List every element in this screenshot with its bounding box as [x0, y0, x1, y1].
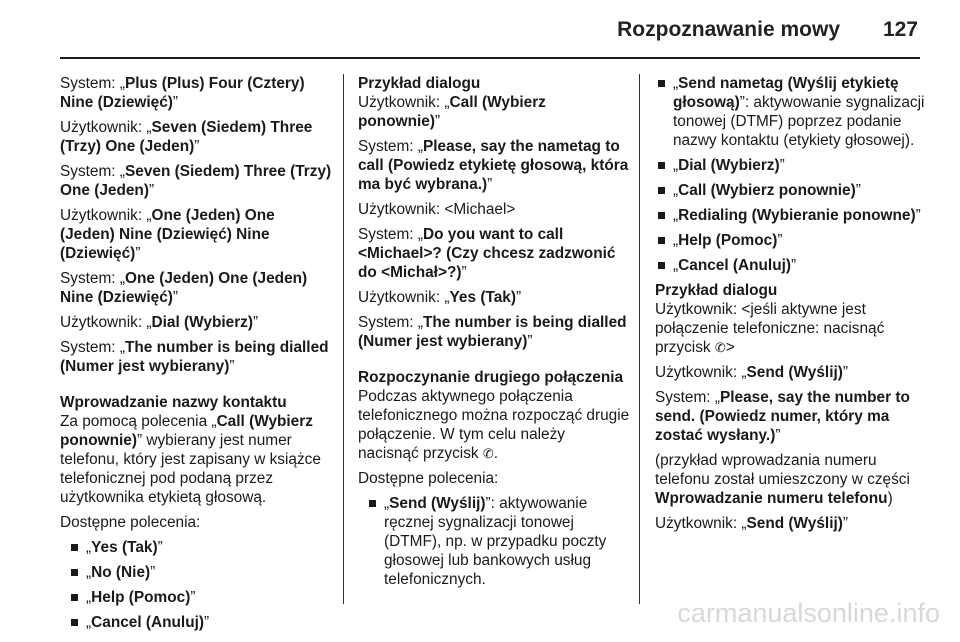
- column-2: [358, 74, 630, 595]
- note-paragraph: (przykład wprowadzania numeru telefonu został umieszczony w części Wprowadzanie numeru telefonu): [655, 452, 910, 507]
- dialogue-line: Użytkownik: <Michael>: [358, 201, 516, 218]
- list-item: „Help (Pomoc)”: [68, 588, 332, 607]
- list-item: „No (Nie)”: [68, 563, 332, 582]
- column-1: [60, 74, 332, 638]
- dialogue-line: System: „The number is being dialled (Numer jest wybierany)”: [60, 339, 329, 375]
- section-paragraph: Podczas aktywnego połączenia telefonicznego można rozpocząć drugie połączenie. W tym celu należy nacisnąć przycisk ✆.: [358, 388, 630, 462]
- phone-icon: ✆: [714, 340, 726, 355]
- column-divider-2: [639, 74, 640, 604]
- commands-label: Dostępne polecenia:: [358, 470, 499, 487]
- list-item: „Call (Wybierz ponownie)”: [655, 181, 930, 200]
- dialogue-line: Użytkownik: „Send (Wyślij)”: [655, 364, 849, 381]
- list-item: „Help (Pomoc)”: [655, 231, 930, 250]
- command-list: [358, 494, 630, 589]
- dialogue-line: Użytkownik: „Call (Wybierz ponownie)”: [358, 94, 546, 130]
- dialogue-line: System: „One (Jeden) One (Jeden) Nine (Dziewięć)”: [60, 270, 308, 306]
- dialogue-line: Użytkownik: „Yes (Tak)”: [358, 289, 522, 306]
- watermark: carmanualsonline.info: [677, 598, 940, 628]
- list-item: „Dial (Wybierz)”: [655, 156, 930, 175]
- list-item: „Redialing (Wybieranie ponowne)”: [655, 206, 930, 225]
- section-heading: Wprowadzanie nazwy kontaktu: [60, 394, 287, 411]
- list-item: „Send nametag (Wyślij etykietę głosową)”: aktywowanie sygnalizacji tonowej (DTMF) poprzez podanie nazwy kontaktu (etykiety głosowej).: [655, 74, 930, 150]
- dialogue-line: Użytkownik: „Send (Wyślij)”: [655, 515, 849, 532]
- column-divider-1: [343, 74, 344, 604]
- dialogue-line: System: „Plus (Plus) Four (Cztery) Nine (Dziewięć)”: [60, 75, 305, 111]
- command-list: [655, 74, 930, 275]
- dialogue-line: Użytkownik: „Seven (Siedem) Three (Trzy) One (Jeden)”: [60, 119, 313, 155]
- column-3: [655, 74, 930, 539]
- dialogue-line: System: „Seven (Siedem) Three (Trzy) One (Jeden)”: [60, 163, 332, 199]
- commands-label: Dostępne polecenia:: [60, 514, 201, 531]
- phone-icon: ✆: [482, 446, 494, 461]
- dialogue-line: System: „Please, say the number to send. (Powiedz numer, który ma zostać wysłany.)”: [655, 389, 910, 444]
- dialogue-line: Użytkownik: „One (Jeden) One (Jeden) Nine (Dziewięć) Nine (Dziewięć)”: [60, 207, 275, 262]
- list-item: „Yes (Tak)”: [68, 538, 332, 557]
- page-number: 127: [882, 18, 918, 41]
- dialogue-line: Użytkownik: <jeśli aktywne jest połączenie telefoniczne: nacisnąć przycisk ✆>: [655, 301, 885, 356]
- dialogue-line: Użytkownik: „Dial (Wybierz)”: [60, 314, 259, 331]
- header-divider: [60, 57, 920, 59]
- dialogue-line: System: „Do you want to call <Michael>? (Czy chcesz zadzwonić do <Michał>?)”: [358, 226, 616, 281]
- section-heading: Rozpoczynanie drugiego połączenia: [358, 369, 624, 386]
- example-heading: Przykład dialogu: [655, 282, 778, 299]
- dialogue-line: System: „The number is being dialled (Numer jest wybierany)”: [358, 314, 627, 350]
- section-paragraph: Za pomocą polecenia „Call (Wybierz ponownie)” wybierany jest numer telefonu, który jest zapisany w książce telefonicznej pod podaną przez użytkownika etykietą głosową.: [60, 413, 321, 506]
- example-heading: Przykład dialogu: [358, 75, 481, 92]
- page-header-title: Rozpoznawanie mowy: [617, 18, 840, 41]
- list-item: „Cancel (Anuluj)”: [655, 256, 930, 275]
- dialogue-line: System: „Please, say the nametag to call (Powiedz etykietę głosową, która ma być wybrana.)”: [358, 138, 629, 193]
- list-item: „Cancel (Anuluj)”: [68, 613, 332, 632]
- list-item: „Send (Wyślij)”: aktywowanie ręcznej sygnalizacji tonowej (DTMF), np. w przypadku poczty głosowej lub bankowych usług telefonicznych.: [366, 494, 630, 589]
